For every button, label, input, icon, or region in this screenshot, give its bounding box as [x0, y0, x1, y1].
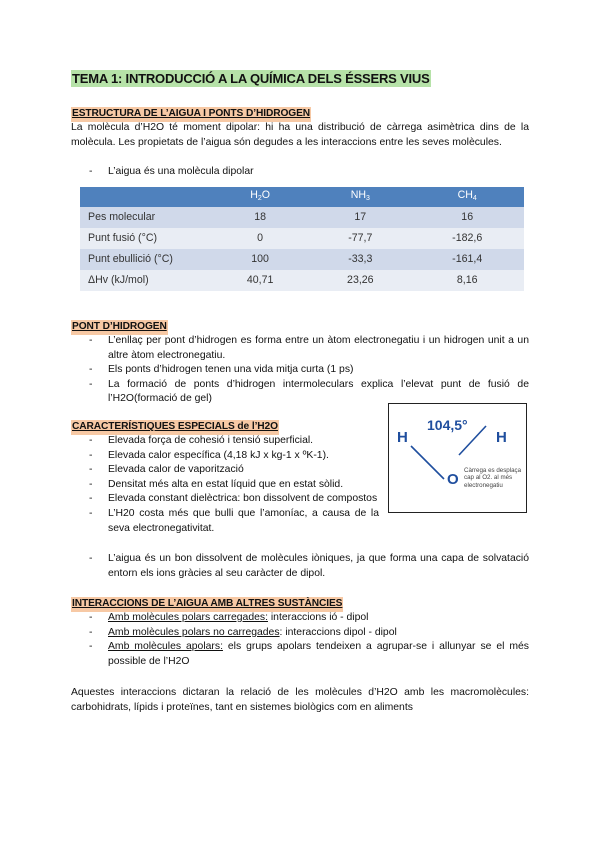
- row-label: Pes molecular: [80, 207, 210, 228]
- table-row: [80, 207, 524, 228]
- row-label: ΔHv (kJ/mol): [80, 270, 210, 291]
- row-label: Punt ebullició (°C): [80, 249, 210, 270]
- list-item: - Elevada calor de vaporització: [71, 463, 379, 478]
- figure-caption: Càrrega es desplaça cap al O2. al més electronegatiu: [464, 467, 522, 489]
- table-header-ch4: $CH_4$: [410, 187, 524, 207]
- list-item: - La formació de ponts d’hidrogen intermoleculars explica l’elevat punt de fusió de l’H2O(formació de gel): [71, 378, 529, 407]
- list-item: - Densitat més alta en estat líquid que en estat sòlid.: [71, 478, 379, 493]
- bullet-list-interactions: [71, 611, 529, 669]
- section-heading-characteristics: CARACTERÍSTIQUES ESPECIALS de l’H2O: [71, 420, 279, 435]
- table-cell: 0: [210, 228, 310, 249]
- table-cell: 18: [210, 207, 310, 228]
- table-header-row: [80, 187, 524, 207]
- list-item: - L’aigua és un bon dissolvent de molècules iòniques, ja que forma una capa de solvatació entorn els ions gràcies al seu caràcter de dipol.: [71, 552, 529, 581]
- properties-table: [80, 187, 524, 291]
- list-item: - L’enllaç per pont d’hidrogen es forma entre un àtom electronegatiu i un hidrogen unit a un altre àtom electronegatiu.: [71, 334, 529, 363]
- list-item: - Elevada calor específica (4,18 kJ x kg-1 x ºK-1).: [71, 449, 379, 464]
- list-item: - Els ponts d’hidrogen tenen una vida mitja curta (1 ps): [71, 363, 529, 378]
- list-item: [71, 611, 529, 626]
- page-title: TEMA 1: INTRODUCCIÓ A LA QUÍMICA DELS ÉSSERS VIUS: [72, 71, 430, 86]
- table-cell: 16: [410, 207, 524, 228]
- bond-left-line: [411, 446, 444, 479]
- hydrogen-left-label: H: [397, 429, 408, 446]
- section-heading-interactions: INTERACCIONS DE L’AIGUA AMB ALTRES SUSTÀNCIES: [71, 597, 343, 612]
- interaction-text: : interaccions dipol - dipol: [279, 626, 397, 638]
- table-cell: -182,6: [410, 228, 524, 249]
- table-cell: -161,4: [410, 249, 524, 270]
- table-cell: 8,16: [410, 270, 524, 291]
- oxygen-label: O: [447, 471, 459, 488]
- table-header-empty: [80, 187, 210, 207]
- bullet-list-dipole: [71, 165, 529, 180]
- table-row: [80, 270, 524, 291]
- paragraph-dipole: La molècula d’H2O té moment dipolar: hi ha una distribució de càrrega asimètrica dins de la molècula. Les propietats de l’aigua són degudes a les interaccions entre les seves molècules.: [71, 122, 529, 148]
- bond-angle-label: 104,5°: [427, 417, 468, 433]
- hydrogen-right-label: H: [496, 429, 507, 446]
- section-heading-structure: ESTRUCTURA DE L’AIGUA I PONTS D’HIDROGEN: [71, 107, 311, 122]
- list-item: [71, 626, 529, 641]
- table-cell: -33,3: [310, 249, 410, 270]
- table-cell: 17: [310, 207, 410, 228]
- table-cell: -77,7: [310, 228, 410, 249]
- table-cell: 40,71: [210, 270, 310, 291]
- table-header-nh3: $NH_3$: [310, 187, 410, 207]
- bullet-list-hydrogen-bond: [71, 334, 529, 407]
- interaction-text: els grups apolars tendeixen a agrupar-se i allunyar se el més possible de l’H2O: [108, 641, 529, 667]
- interaction-term: Amb molècules apolars:: [108, 641, 223, 653]
- list-item: - Elevada constant dielèctrica: bon dissolvent de compostos: [71, 492, 379, 507]
- interaction-text: interaccions ió - dipol: [267, 612, 369, 623]
- list-item: - L’aigua és una molècula dipolar: [71, 165, 529, 180]
- table-cell: 23,26: [310, 270, 410, 291]
- list-item: [71, 640, 529, 669]
- row-label: Punt fusió (°C): [80, 228, 210, 249]
- table-cell: 100: [210, 249, 310, 270]
- interaction-term: Amb molècules polars no carregades: [108, 626, 280, 638]
- water-molecule-figure: [388, 403, 527, 513]
- bullet-list-characteristics-cont: [71, 552, 529, 581]
- interaction-term: Amb molècules polars carregades:: [108, 612, 268, 623]
- closing-paragraph: Aquestes interaccions dictaran la relació de les molècules d’H2O amb les macromolècules: carbohidrats, lípids i proteïnes, tant en sistemes biològics com en aliments: [71, 687, 529, 713]
- table-row: [80, 228, 524, 249]
- list-item: - Elevada força de cohesió i tensió superficial.: [71, 434, 379, 449]
- list-item: - L’H20 costa més que bulli que l’amoníac, a causa de la seva electronegativitat.: [71, 507, 379, 536]
- water-molecule-diagram: [389, 404, 526, 512]
- table-header-h2o: $H_2O$: [210, 187, 310, 207]
- table-row: [80, 249, 524, 270]
- bullet-list-characteristics: [71, 434, 379, 536]
- section-heading-hydrogen-bond: PONT D’HIDROGEN: [71, 320, 168, 335]
